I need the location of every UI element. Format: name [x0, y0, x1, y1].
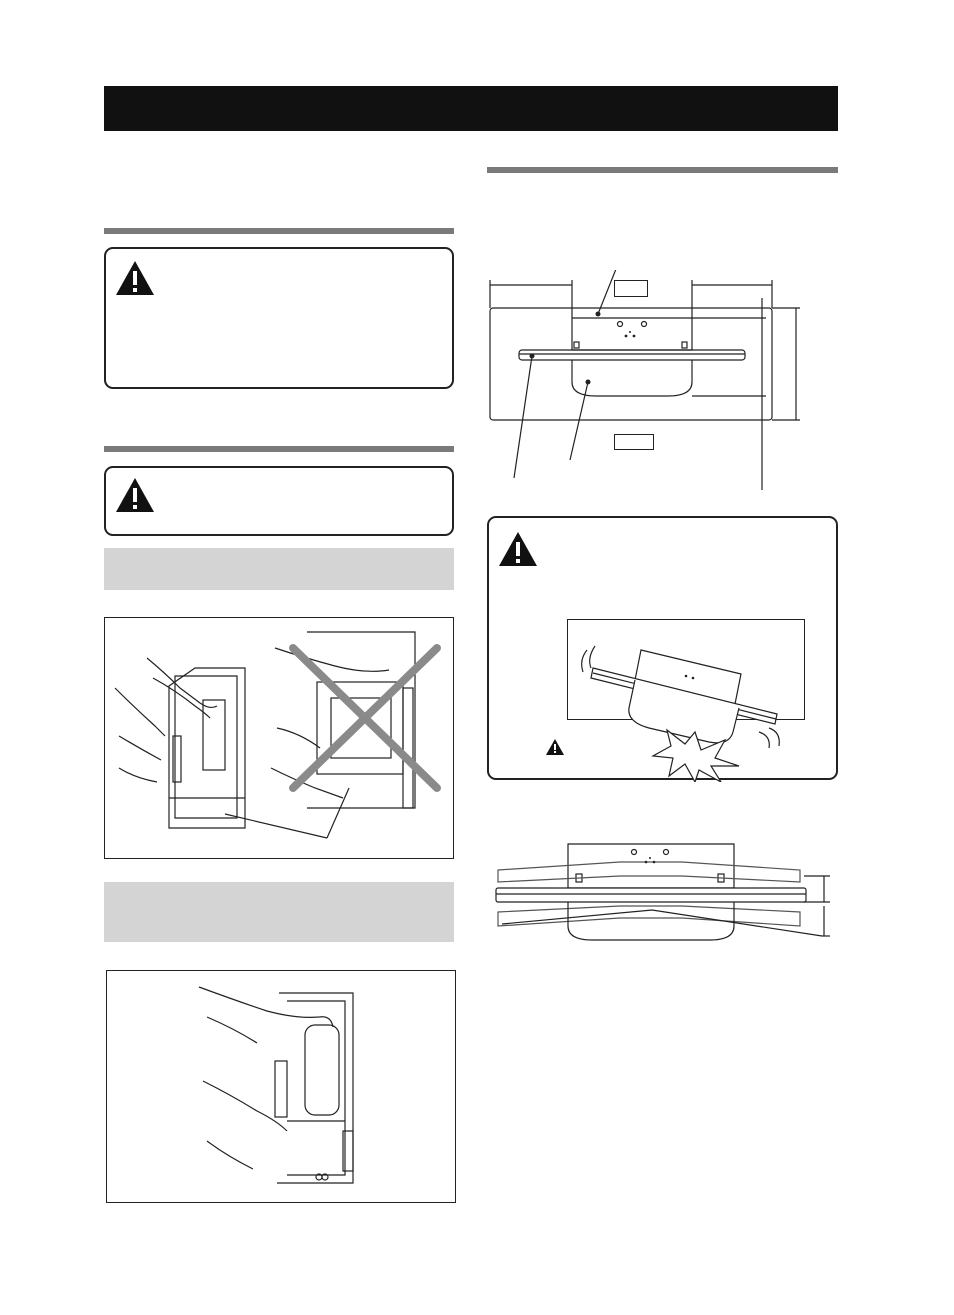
warning-triangle-icon	[114, 476, 156, 514]
small-warning-triangle-icon	[545, 738, 565, 756]
grip-illustration	[107, 971, 456, 1203]
header-title	[104, 98, 116, 118]
dimension-diagram-svg	[486, 270, 806, 492]
warning-box-2	[104, 466, 454, 536]
warning-triangle-icon	[114, 259, 156, 297]
section-rule-right	[487, 167, 838, 173]
tilt-angle-diagram	[492, 840, 832, 960]
step-panel-1	[104, 548, 454, 590]
diagram-tag-top	[614, 280, 648, 297]
tipping-illustration	[489, 518, 840, 782]
section-rule-left-1	[104, 228, 454, 234]
figure-grip-handle	[106, 970, 456, 1203]
header-bar	[104, 86, 838, 131]
tilt-angle-svg	[492, 840, 832, 960]
warning-box-1	[104, 247, 454, 389]
carrying-illustration	[105, 618, 454, 859]
diagram-tag-bottom	[614, 434, 654, 450]
warning-box-tipping	[487, 516, 838, 780]
section-rule-left-2	[104, 446, 454, 452]
figure-carrying-correct-incorrect	[104, 617, 454, 859]
step-panel-2	[104, 882, 454, 942]
dimension-diagram	[486, 270, 806, 492]
